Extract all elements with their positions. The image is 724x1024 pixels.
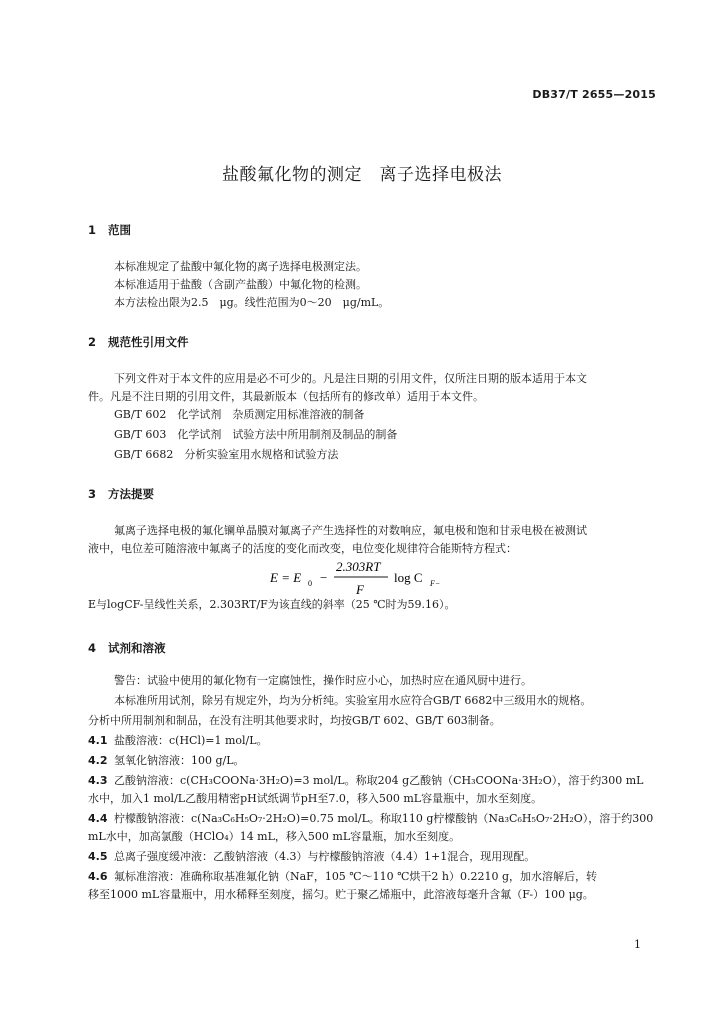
clause-4-4 <box>88 812 653 826</box>
section-number: 4 <box>88 641 97 655</box>
clause-continuation <box>88 830 460 844</box>
nernst-equation <box>270 556 490 600</box>
reference-item: GB/T 602 化学试剂 杂质测定用标准溶液的制备 <box>114 408 365 421</box>
formula-log: log C <box>394 570 423 585</box>
section-number: 2 <box>88 335 97 349</box>
section-title: 规范性引用文件 <box>108 335 189 349</box>
section-number: 3 <box>88 487 97 501</box>
formula-subscript-0: 0 <box>308 579 312 588</box>
formula-minus: − <box>320 570 328 585</box>
paragraph-line: 件。凡是不注日期的引用文件，其最新版本（包括所有的修改单）适用于本文件。 <box>88 390 484 403</box>
clause-text: 盐酸溶液：c(HCl)=1 mol/L。 <box>114 734 268 747</box>
clause-continuation <box>88 888 594 902</box>
paragraph-line: 分析中所用制剂和制品，在没有注明其他要求时，均按GB/T 602、GB/T 603制备。 <box>88 714 501 727</box>
clause-text: 总离子强度缓冲液：乙酸钠溶液（4.3）与柠檬酸钠溶液（4.4）1+1混合，现用现配。 <box>114 850 536 863</box>
clause-text: 柠檬酸钠溶液：c(Na₃C₆H₅O₇·2H₂O)=0.75 mol/L。称取110 g柠檬酸钠（Na₃C₆H₅O₇·2H₂O），溶于约300 <box>114 812 654 825</box>
clause-text: 氢氧化钠溶液：100 g/L。 <box>114 754 245 767</box>
paragraph-line: 下列文件对于本文件的应用是必不可少的。凡是注日期的引用文件，仅所注日期的版本适用于本文 <box>114 372 587 385</box>
paragraph-line: 本标准规定了盐酸中氟化物的离子选择电极测定法。 <box>114 260 367 273</box>
formula-numerator: 2.303RT <box>336 559 381 574</box>
clause-text: mL水中，加高氯酸（HClO₄）14 mL，移入500 mL容量瓶，加水至刻度。 <box>88 830 461 843</box>
paragraph-line: 本标准所用试剂，除另有规定外，均为分析纯。实验室用水应符合GB/T 6682中三级用水的规格。 <box>114 694 592 707</box>
page-title: 盐酸氟化物的测定 离子选择电极法 <box>222 165 502 185</box>
clause-number: 4.2 <box>88 754 108 767</box>
paragraph-line: 本标准适用于盐酸（含副产盐酸）中氟化物的检测。 <box>114 278 367 291</box>
reference-item: GB/T 603 化学试剂 试验方法中所用制剂及制品的制备 <box>114 428 398 441</box>
formula-denominator: F <box>356 582 364 597</box>
paragraph-line: E与logCF-呈线性关系，2.303RT/F为该直线的斜率（25 ℃时为59.16）。 <box>88 598 456 611</box>
clause-4-3 <box>88 774 643 788</box>
clause-4-6 <box>88 870 597 884</box>
section-title: 方法提要 <box>108 487 154 501</box>
section-heading-scope <box>88 222 131 238</box>
page-number: 1 <box>634 938 641 951</box>
warning-line: 警告：试验中使用的氟化物有一定腐蚀性，操作时应小心，加热时应在通风厨中进行。 <box>114 674 532 687</box>
section-title: 范围 <box>108 223 131 237</box>
clause-number: 4.3 <box>88 774 108 787</box>
section-heading-method-summary <box>88 486 154 502</box>
clause-number: 4.1 <box>88 734 108 747</box>
clause-number: 4.6 <box>88 870 108 883</box>
section-heading-reagents <box>88 640 166 656</box>
clause-text: 氟标准溶液：准确称取基准氟化钠（NaF，105 ℃～110 ℃烘干2 h）0.2210 g，加水溶解后，转 <box>114 870 598 883</box>
clause-number: 4.5 <box>88 850 108 863</box>
clause-4-5 <box>88 850 535 864</box>
reference-item: GB/T 6682 分析实验室用水规格和试验方法 <box>114 448 339 461</box>
paragraph-line: 氟离子选择电极的氟化镧单晶膜对氟离子产生选择性的对数响应，氟电极和饱和甘汞电极在被测试 <box>114 524 587 537</box>
clause-continuation <box>88 792 542 806</box>
section-number: 1 <box>88 223 97 237</box>
clause-text: 水中，加入1 mol/L乙酸用精密pH试纸调节pH至7.0，移入500 mL容量瓶中，加水至刻度。 <box>88 792 543 805</box>
clause-4-2 <box>88 754 245 768</box>
clause-text: 乙酸钠溶液：c(CH₃COONa·3H₂O)=3 mol/L。称取204 g乙酸钠（CH₃COONa·3H₂O），溶于约300 mL <box>114 774 644 787</box>
formula-lhs: E = E <box>270 570 302 585</box>
paragraph-line: 液中，电位差可随溶液中氟离子的活度的变化而改变，电位变化规律符合能斯特方程式： <box>88 542 517 555</box>
formula-subscript-f: F− <box>430 579 441 588</box>
clause-number: 4.4 <box>88 812 108 825</box>
standard-code: DB37/T 2655—2015 <box>532 88 656 101</box>
clause-4-1 <box>88 734 268 748</box>
section-heading-normative-references <box>88 334 189 350</box>
clause-text: 移至1000 mL容量瓶中，用水稀释至刻度，摇匀。贮于聚乙烯瓶中，此溶液每毫升含氟（F-）100 μg。 <box>88 888 594 901</box>
section-title: 试剂和溶液 <box>108 641 166 655</box>
paragraph-line: 本方法检出限为2.5 μg。线性范围为0～20 μg/mL。 <box>114 296 390 309</box>
